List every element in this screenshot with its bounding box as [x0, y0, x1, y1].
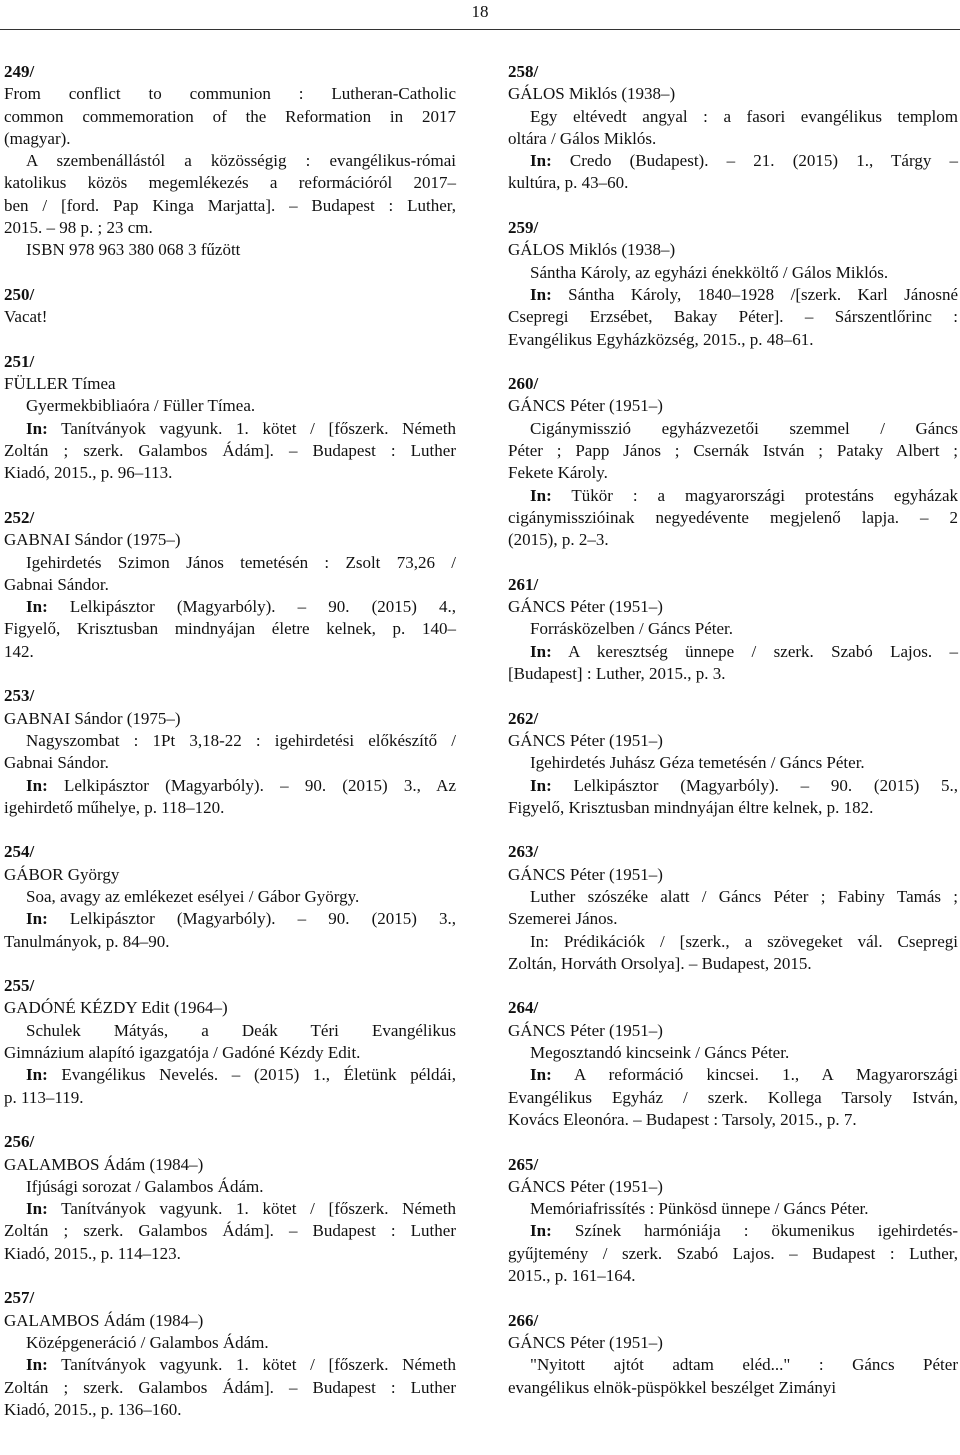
bibliography-entry [4, 61, 456, 262]
right-column [508, 61, 958, 1421]
entry-line: GÁBOR György [4, 864, 120, 884]
entry-line: In: Tanítványok vagyunk. 1. kötet / [főszerk. Németh [26, 418, 456, 438]
entry-line: Cigánymisszió egyházvezetői szemmel / Gáncs [530, 418, 958, 438]
entry-line: Nagyszombat : 1Pt 3,18-22 : igehirdetési előkészítő / [26, 730, 456, 750]
entry-line: GALAMBOS Ádám (1984–) [4, 1310, 204, 1330]
entry-number: 251/ [4, 351, 35, 371]
bibliography-entry [508, 574, 958, 685]
entry-line: In: Lelkipásztor (Magyarbóly). – 90. (2015) 3., Az [26, 775, 456, 795]
entry-line: Evangélikus Egyház / szerk. Kollega Tarsoly István, [508, 1087, 958, 1107]
entry-line: GALAMBOS Ádám (1984–) [4, 1154, 204, 1174]
entry-line: Zoltán, Horváth Orsolya]. – Budapest, 2015. [508, 953, 812, 973]
entry-line: Figyelő, Krisztusban mindnyájan éltre kelnek, p. 182. [508, 797, 874, 817]
entry-number: 256/ [4, 1132, 35, 1152]
in-label: In: [26, 1199, 48, 1219]
entry-line: In: A reformáció kincsei. 1., A Magyarországi [530, 1065, 958, 1085]
entry-line: Tanulmányok, p. 84–90. [4, 931, 170, 951]
entry-line: From conflict to communion : Lutheran-Catholic [4, 84, 456, 104]
entry-line: Péter ; Papp János ; Csernák István ; Pataky Albert ; [508, 441, 958, 461]
entry-line: 142. [4, 641, 34, 661]
entry-line: ISBN 978 963 380 068 3 fűzött [26, 240, 241, 260]
entry-number: 261/ [508, 574, 539, 594]
entry-line: GÁNCS Péter (1951–) [508, 1020, 663, 1040]
entry-line: kultúra, p. 43–60. [508, 173, 629, 193]
bibliography-entry [508, 841, 958, 975]
entry-line: Megosztandó kincseink / Gáncs Péter. [530, 1043, 790, 1063]
entry-line: GADÓNÉ KÉZDY Edit (1964–) [4, 998, 228, 1018]
entry-line: Zoltán ; szerk. Galambos Ádám]. – Budapest : Luther [4, 441, 456, 461]
bibliography-entry [4, 507, 456, 663]
entry-line: GÁLOS Miklós (1938–) [508, 84, 676, 104]
entry-number: 263/ [508, 842, 539, 862]
entry-number: 259/ [508, 218, 539, 238]
entry-line: Luther szószéke alatt / Gáncs Péter ; Fabiny Tamás ; [530, 886, 958, 906]
entry-line: p. 113–119. [4, 1087, 84, 1107]
entry-line: GÁLOS Miklós (1938–) [508, 240, 676, 260]
page-number: 18 [471, 2, 489, 21]
in-label: In: [530, 151, 552, 171]
entry-line: common commemoration of the Reformation in 2017 [4, 106, 456, 126]
entry-line: In: Evangélikus Nevelés. – (2015) 1., Életünk példái, [26, 1065, 456, 1085]
in-label: In: [530, 284, 552, 304]
in-label: In: [530, 1221, 552, 1241]
entry-line: cigánymisszióinak negyedévente megjelenő lapja. – 2 [508, 507, 958, 527]
entry-line: Figyelő, Krisztusban mindnyájan életre kelnek, p. 140– [4, 619, 456, 639]
entry-line: Gabnai Sándor. [4, 753, 109, 773]
bibliography-entry [4, 284, 456, 329]
entry-number: 264/ [508, 998, 539, 1018]
entry-line: GÁNCS Péter (1951–) [508, 730, 663, 750]
entry-line: Gyermekbibliaóra / Füller Tímea. [26, 396, 256, 416]
bibliography-entry [508, 997, 958, 1131]
bibliography-entry [508, 217, 958, 351]
entry-line: Gabnai Sándor. [4, 574, 109, 594]
entry-line: Zoltán ; szerk. Galambos Ádám]. – Budapest : Luther [4, 1377, 456, 1397]
entry-line: GÁNCS Péter (1951–) [508, 597, 663, 617]
entry-line: 2015., p. 161–164. [508, 1266, 636, 1286]
in-label: In: [26, 597, 48, 617]
entry-line: igehirdető műhelye, p. 118–120. [4, 797, 225, 817]
entry-line: Sántha Károly, az egyházi énekköltő / Gálos Miklós. [530, 262, 889, 282]
entry-line: Egy eltévedt angyal : a fasori evangélikus templom [530, 106, 958, 126]
entry-line: In: Credo (Budapest). – 21. (2015) 1., Tárgy – [530, 151, 958, 171]
entry-line: Igehirdetés Szimon János temetésén : Zsolt 73,26 / [26, 552, 456, 572]
entry-line: Szemerei János. [508, 909, 618, 929]
entry-line: 2015. – 98 p. ; 23 cm. [4, 218, 153, 238]
entry-line: In: Lelkipásztor (Magyarbóly). – 90. (2015) 5., [530, 775, 958, 795]
entry-line: "Nyitott ajtót adtam eléd..." : Gáncs Péter [530, 1355, 958, 1375]
entry-number: 262/ [508, 708, 539, 728]
entry-line: GABNAI Sándor (1975–) [4, 530, 181, 550]
entry-line: In: Tanítványok vagyunk. 1. kötet / [főszerk. Németh [26, 1199, 456, 1219]
entry-line: Fekete Károly. [508, 463, 608, 483]
entry-line: Evangélikus Egyházközség, 2015., p. 48–61. [508, 329, 814, 349]
entry-number: 250/ [4, 284, 35, 304]
entry-line: (2015), p. 2–3. [508, 530, 609, 550]
bibliography-entry [4, 351, 456, 485]
entry-line: gyűjtemény / szerk. Szabó Lajos. – Budapest : Luther, [508, 1243, 958, 1263]
header-rule [0, 29, 960, 30]
entry-number: 258/ [508, 62, 539, 81]
left-column [4, 61, 456, 1443]
entry-line: Kiadó, 2015., p. 96–113. [4, 463, 173, 483]
entry-number: 254/ [4, 842, 35, 862]
entry-line: katolikus közös megemlékezés a reformációról 2017– [4, 173, 456, 193]
bibliography-entry [508, 708, 958, 819]
bibliography-entry [4, 1287, 456, 1421]
entry-number: 249/ [4, 62, 35, 81]
entry-number: 252/ [4, 507, 35, 527]
entry-line: Zoltán ; szerk. Galambos Ádám]. – Budapest : Luther [4, 1221, 456, 1241]
bibliography-entry [508, 373, 958, 551]
entry-line: In: A keresztség ünnepe / szerk. Szabó Lajos. – [530, 641, 958, 661]
entry-line: ben / [ford. Pap Kinga Marjatta]. – Budapest : Luther, [4, 195, 456, 215]
bibliography-entry [4, 975, 456, 1109]
entry-line: evangélikus elnök-püspökkel beszélget Zimányi [508, 1377, 837, 1397]
entry-line: [Budapest] : Luther, 2015., p. 3. [508, 664, 726, 684]
bibliography-entry [508, 1310, 958, 1399]
entry-line: (magyar). [4, 128, 71, 148]
entry-line: Csepregi Erzsébet, Bakay Péter]. – Sárszentlőrinc : [508, 307, 958, 327]
entry-line: FÜLLER Tímea [4, 374, 116, 394]
in-label: In: [26, 909, 48, 929]
entry-number: 266/ [508, 1310, 539, 1330]
entry-number: 255/ [4, 976, 35, 996]
entry-line: GÁNCS Péter (1951–) [508, 396, 663, 416]
entry-line: Vacat! [4, 307, 48, 327]
entry-line: Schulek Mátyás, a Deák Téri Evangélikus [26, 1020, 456, 1040]
in-label: In: [26, 418, 48, 438]
entry-line: Középgeneráció / Galambos Ádám. [26, 1332, 269, 1352]
bibliography-entry [4, 841, 456, 952]
entry-line: In: Prédikációk / [szerk., a szövegeket vál. Csepregi [530, 931, 958, 951]
entry-line: Memóriafrissítés : Pünkösd ünnepe / Gáncs Péter. [530, 1199, 869, 1219]
entry-number: 253/ [4, 686, 35, 706]
entry-number: 257/ [4, 1288, 35, 1308]
entry-line: GÁNCS Péter (1951–) [508, 864, 663, 884]
entry-line: Kiadó, 2015., p. 114–123. [4, 1243, 181, 1263]
entry-line: Ifjúsági sorozat / Galambos Ádám. [26, 1176, 264, 1196]
entry-line: In: Lelkipásztor (Magyarbóly). – 90. (2015) 3., [26, 909, 456, 929]
bibliography-entry [4, 685, 456, 819]
bibliography-entry [4, 1131, 456, 1265]
entry-number: 265/ [508, 1154, 539, 1174]
entry-line: A szembenállástól a közösségig : evangélikus-római [26, 151, 456, 171]
in-label: In: [26, 775, 48, 795]
entry-line: In: Színek harmóniája : ökumenikus igehirdetés- [530, 1221, 958, 1241]
entry-line: In: Tükör : a magyarországi protestáns egyházak [530, 485, 958, 505]
entry-line: In: Sántha Károly, 1840–1928 /[szerk. Karl Jánosné [530, 284, 958, 304]
entry-number: 260/ [508, 374, 539, 394]
in-label: In: [530, 1065, 552, 1085]
entry-line: Soa, avagy az emlékezet esélyei / Gábor György. [26, 886, 360, 906]
in-label: In: [530, 775, 552, 795]
entry-line: Igehirdetés Juhász Géza temetésén / Gáncs Péter. [530, 753, 865, 773]
entry-line: In: Tanítványok vagyunk. 1. kötet / [főszerk. Németh [26, 1355, 456, 1375]
in-label: In: [530, 641, 552, 661]
bibliography-entry [508, 1154, 958, 1288]
entry-line: GABNAI Sándor (1975–) [4, 708, 181, 728]
bibliography-entry [508, 61, 958, 195]
in-label: In: [26, 1355, 48, 1375]
entry-line: Forrásközelben / Gáncs Péter. [530, 619, 733, 639]
in-label: In: [26, 1065, 48, 1085]
in-label: In: [530, 485, 552, 505]
entry-line: Gimnázium alapító igazgatója / Gadóné Kézdy Edit. [4, 1043, 361, 1063]
entry-line: GÁNCS Péter (1951–) [508, 1176, 663, 1196]
entry-line: oltára / Gálos Miklós. [508, 128, 657, 148]
entry-line: Kiadó, 2015., p. 136–160. [4, 1399, 182, 1419]
entry-line: In: Lelkipásztor (Magyarbóly). – 90. (2015) 4., [26, 597, 456, 617]
entry-line: Kovács Eleonóra. – Budapest : Tarsoly, 2015., p. 7. [508, 1109, 857, 1129]
entry-line: GÁNCS Péter (1951–) [508, 1332, 663, 1352]
